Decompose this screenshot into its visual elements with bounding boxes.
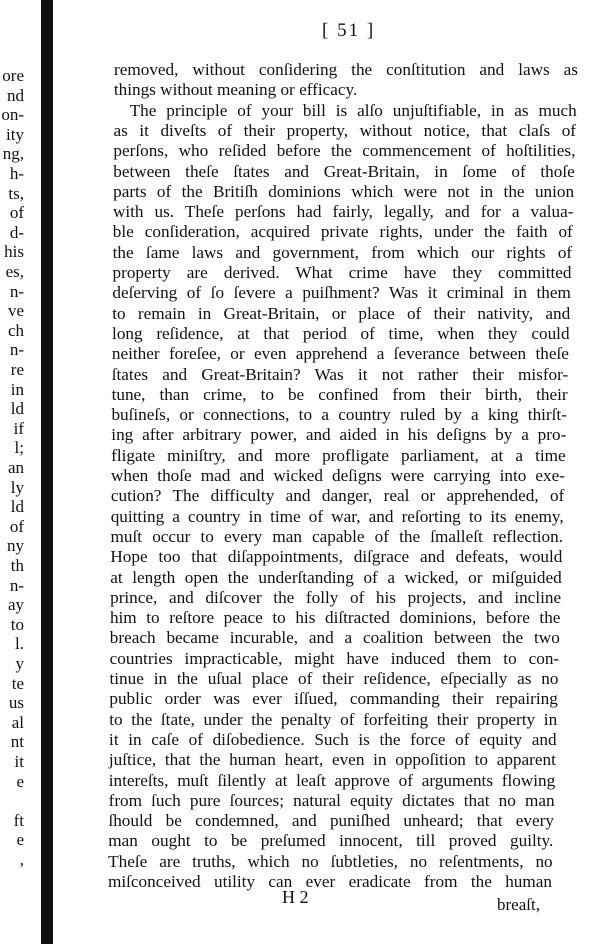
facing-page-fragment: th	[10, 556, 24, 575]
text-line: as it diveſts of their property, without notice, that claſs of	[113, 120, 577, 140]
facing-page-fragment: ng,	[2, 144, 24, 164]
text-line: parts of the Britiſh dominions which were not in the union	[113, 181, 575, 201]
facing-page-fragment: al	[11, 712, 24, 732]
facing-page-fragment: us	[8, 693, 24, 713]
text-line: with us. Theſe perſons had fairly, legally, and for a valua-	[112, 202, 574, 222]
facing-page-fragment: to	[10, 614, 24, 634]
text-line: property are derived. What crime have they committed	[112, 263, 572, 282]
facing-page-fragment: h-	[9, 164, 24, 183]
facing-page-fragment: d-	[9, 222, 24, 242]
facing-page-fragment: ore	[2, 66, 24, 85]
text-line: at length open the underſtanding of a wicked, or miſguided	[110, 567, 562, 587]
text-line: public order was ever iſſued, commanding their repairing	[109, 689, 558, 709]
text-line: long reſidence, at that period of time, when they could	[112, 323, 570, 343]
text-line: when thoſe mad and wicked deſigns were carrying into exe-	[111, 466, 565, 485]
text-line: cution? The difficulty and danger, real or apprehended, of	[110, 486, 565, 506]
facing-page-fragment: of	[9, 203, 24, 223]
text-line: fligate miniſtry, and more profligate parliament, at a time	[111, 445, 566, 465]
facing-page-fragment: it	[14, 752, 24, 771]
facing-page-fragment: his	[4, 242, 24, 262]
text-line: tinue in the uſual place of their reſidence, eſpecially as no	[109, 669, 559, 688]
facing-page-fragment	[0, 791, 24, 811]
text-line: countries impracticable, might have induced them to con-	[109, 648, 560, 668]
facing-page-fragment: if	[13, 418, 24, 438]
facing-page-fragment: on-	[1, 105, 24, 125]
text-line: to remain in Great-Britain, or place of their nativity, and	[112, 303, 571, 323]
text-line: neither foreſee, or even apprehend a ſeverance between theſe	[111, 344, 569, 364]
text-line: deſerving of ſo ſevere a puiſhment? Was it criminal in them	[112, 283, 571, 303]
page-number-header: [ 51 ]	[322, 20, 376, 41]
text-line: Hope too that diſappointments, diſgrace and defeats, would	[110, 547, 563, 567]
facing-page-fragment: ny	[7, 536, 24, 556]
text-line: from ſuch pure ſources; natural equity dictates that no man	[108, 790, 555, 810]
facing-page-fragment: ,	[19, 850, 24, 869]
text-line: intereſts, muſt ſilently at leaſt approve of arguments flowing	[108, 770, 556, 790]
facing-page-fragment: n-	[9, 575, 24, 595]
facing-page-fragment: in	[10, 379, 24, 399]
catchword: breaſt,	[497, 895, 540, 914]
text-line: breach became incurable, and a coalition between the two	[109, 628, 560, 648]
facing-page-fragment: re	[10, 360, 24, 379]
text-line: miſconceived utility can ever eradicate from the human	[108, 872, 552, 891]
text-line: quitting a country in time of war, and reſorting to its enemy,	[110, 506, 564, 526]
text-line: ſhould be condemned, and puniſhed unheard; that every	[108, 811, 554, 831]
text-line: ble conſideration, acquired private rights, under the faith of	[112, 222, 573, 242]
text-line: man ought to be preſumed innocent, till proved guilty.	[108, 831, 554, 851]
text-line: things without meaning or efficacy.	[113, 80, 358, 100]
signature-mark: H 2	[282, 887, 309, 907]
facing-page-fragment: nt	[10, 732, 24, 752]
text-line: The principle of your bill is alſo unjuſtifiable, in as much	[129, 100, 577, 120]
text-line: removed, without conſidering the conſtitution and laws as	[114, 60, 578, 79]
facing-page-fragment: an	[7, 458, 24, 477]
facing-page-fragment: te	[11, 673, 24, 693]
facing-page-fragment: ld	[10, 399, 24, 419]
facing-page-fragment: n-	[9, 281, 24, 301]
facing-page-fragment: ay	[7, 595, 24, 615]
text-line: muſt occur to every man capable of the ſmalleſt reflection.	[110, 526, 564, 546]
facing-page-fragment: ve	[7, 301, 24, 321]
text-line: ing after arbitrary power, and aided in his deſigns by a pro-	[111, 425, 567, 445]
facing-page-fragment: ly	[10, 477, 24, 497]
facing-page-fragment: n-	[9, 340, 24, 360]
facing-page-fragment: y	[15, 654, 24, 673]
text-line: buſineſs, or connections, to a country ruled by a king thirſt-	[111, 405, 567, 425]
facing-page-fragment: ch	[7, 320, 24, 340]
facing-page-fragment: l.	[15, 634, 24, 654]
facing-page-fragment: ft	[13, 810, 24, 830]
facing-page-fragment: ts,	[8, 183, 24, 203]
facing-page-fragment: nd	[7, 85, 24, 105]
text-line: him to reſtore peace to his diſtracted dominions, before the	[109, 608, 561, 628]
facing-page-fragment: es,	[5, 262, 24, 281]
text-line: it in caſe of diſobedience. Such is the force of equity and	[109, 729, 557, 749]
facing-page-fragment: e	[16, 771, 24, 791]
facing-page-fragment: ity	[6, 124, 24, 144]
text-line: juſtice, that the human heart, even in oppoſition to apparent	[108, 750, 556, 770]
text-line: the ſame laws and government, from which our rights of	[112, 242, 573, 262]
page-gutter-shadow	[41, 0, 53, 944]
text-line: prince, and diſcover the folly of his projects, and incline	[110, 587, 562, 607]
text-line: Theſe are truths, which no ſubtleties, no reſentments, no	[108, 851, 553, 871]
facing-page-fragment: of	[9, 516, 24, 536]
text-line: tune, than crime, to be confined from their birth, their	[111, 384, 568, 404]
facing-page-fragment: l;	[14, 438, 24, 458]
text-line: ſtates and Great-Britain? Was it not rather their misfor-	[111, 364, 569, 384]
text-line: perſons, who reſided before the commencement of hoſtilities,	[113, 141, 576, 161]
facing-page-fragment: ld	[10, 497, 24, 517]
text-line: to the ſtate, under the penalty of forfeiting their property in	[109, 709, 558, 729]
facing-page-fragment: e	[16, 830, 24, 850]
text-line: between theſe ſtates and Great-Britain, in ſome of thoſe	[113, 161, 575, 181]
